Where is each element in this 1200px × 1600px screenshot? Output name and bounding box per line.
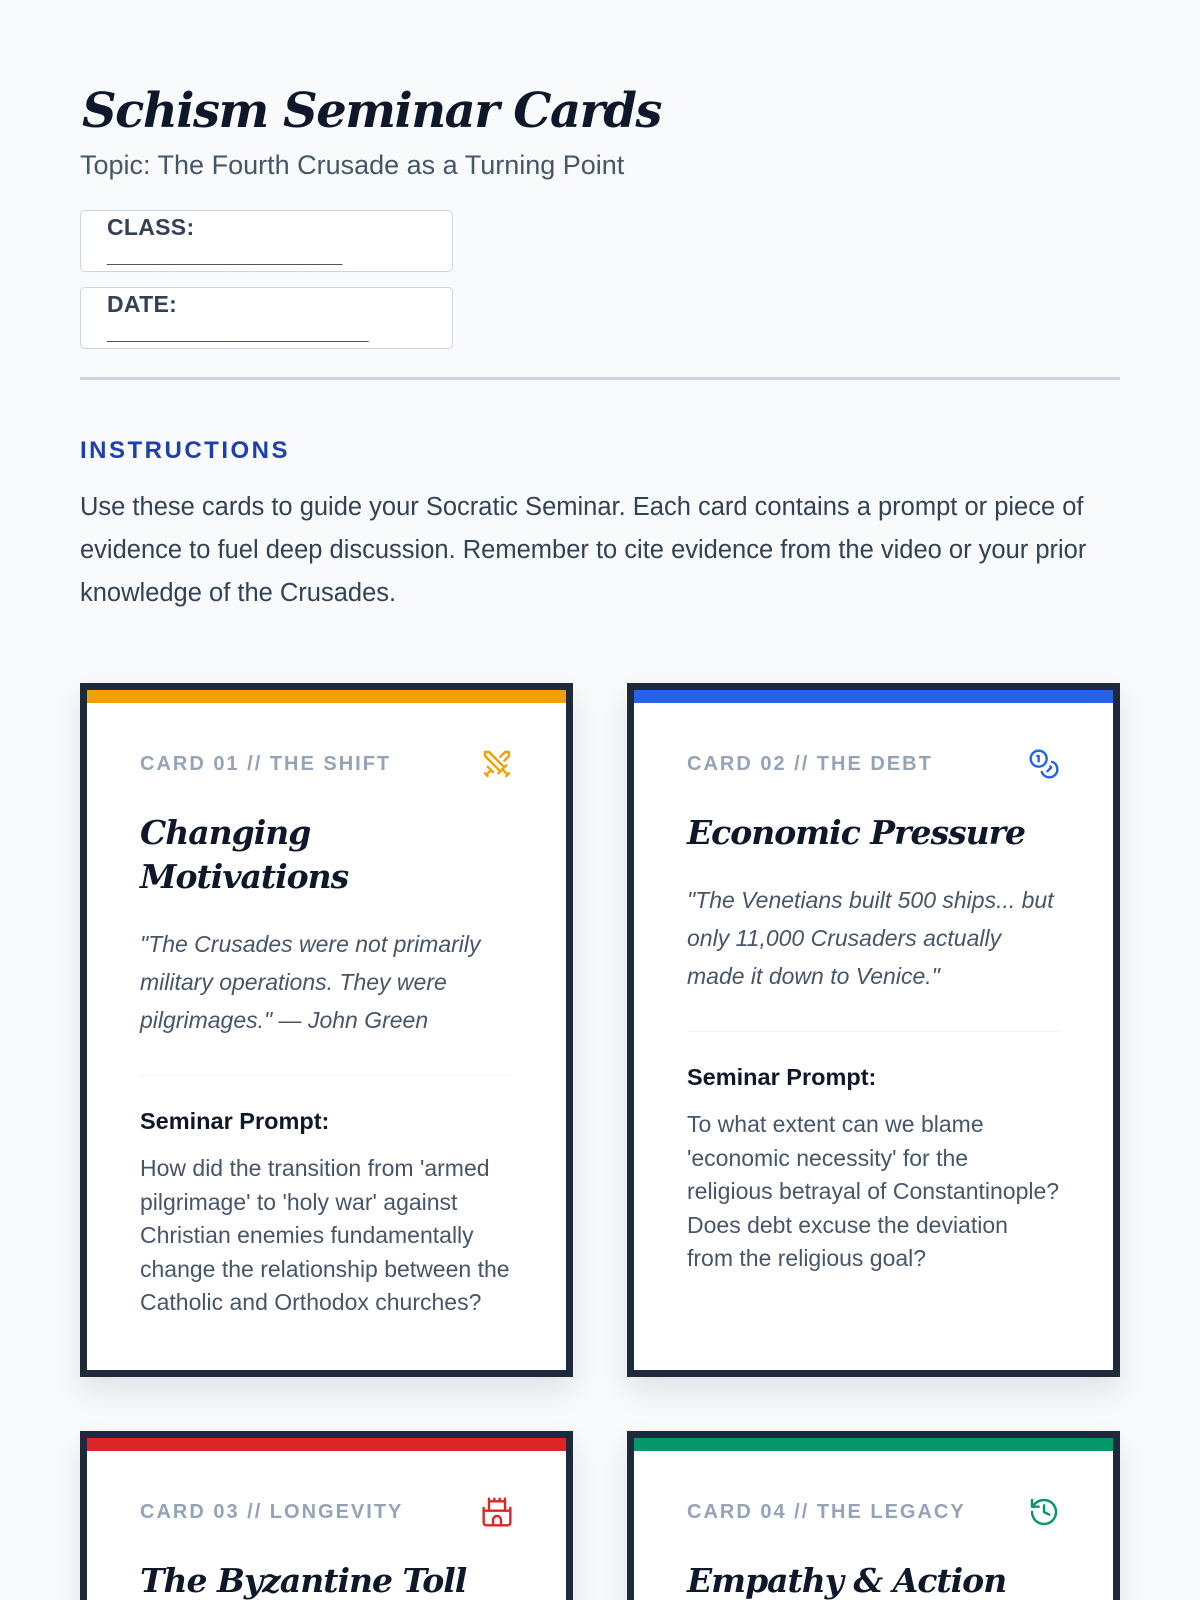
card-label: CARD 02 // THE DEBT (687, 752, 933, 775)
instructions-heading: INSTRUCTIONS (80, 437, 290, 464)
prompt-text: How did the transition from 'armed pilgrimage' to 'holy war' against Christian enemies fundamentally change the relationship between the Catholic and Orthodox churches? (140, 1155, 510, 1315)
seminar-card-03 (80, 1431, 573, 1600)
seminar-card-04 (627, 1431, 1120, 1600)
crossed-swords-icon (481, 748, 513, 780)
castle-icon (481, 1496, 513, 1528)
card-title: Changing Motivations (140, 813, 349, 896)
card-accent-bar (87, 690, 566, 703)
card-label: CARD 01 // THE SHIFT (140, 752, 392, 775)
card-title: The Byzantine Toll (140, 1561, 467, 1600)
card-separator (687, 1031, 1060, 1032)
card-accent-bar (634, 690, 1113, 703)
card-title: Empathy & Action (687, 1561, 1007, 1600)
card-separator (140, 1075, 513, 1076)
prompt-text: To what extent can we blame 'economic necessity' for the religious betrayal of Constantinople? Does debt excuse the deviation from the religious goal? (687, 1111, 1060, 1271)
date-field[interactable]: DATE: ____________________ (80, 287, 453, 349)
card-quote: "The Venetians built 500 ships... but only 11,000 Crusaders actually made it down to Venice." (687, 887, 1054, 989)
page-subtitle: Topic: The Fourth Crusade as a Turning Point (80, 150, 625, 180)
class-field[interactable]: CLASS: __________________ (80, 210, 453, 272)
card-title: Economic Pressure (687, 813, 1026, 852)
prompt-label: Seminar Prompt: (140, 1108, 330, 1134)
page-title: Schism Seminar Cards (82, 83, 661, 139)
card-quote: "The Crusades were not primarily military operations. They were pilgrimages." — John Green (140, 931, 481, 1033)
card-grid (80, 683, 1120, 1600)
card-accent-bar (87, 1438, 566, 1451)
seminar-card-02 (627, 683, 1120, 1377)
history-icon (1028, 1496, 1060, 1528)
instructions-text: Use these cards to guide your Socratic Seminar. Each card contains a prompt or piece of evidence to fuel deep discussion. Remember to cite evidence from the video or your prior knowledge of the Crusades. (80, 493, 1087, 607)
prompt-label: Seminar Prompt: (687, 1064, 877, 1090)
coins-icon (1028, 748, 1060, 780)
card-accent-bar (634, 1438, 1113, 1451)
seminar-card-01 (80, 683, 573, 1377)
card-label: CARD 03 // LONGEVITY (140, 1500, 404, 1523)
card-label: CARD 04 // THE LEGACY (687, 1500, 966, 1523)
header-divider (80, 377, 1120, 380)
